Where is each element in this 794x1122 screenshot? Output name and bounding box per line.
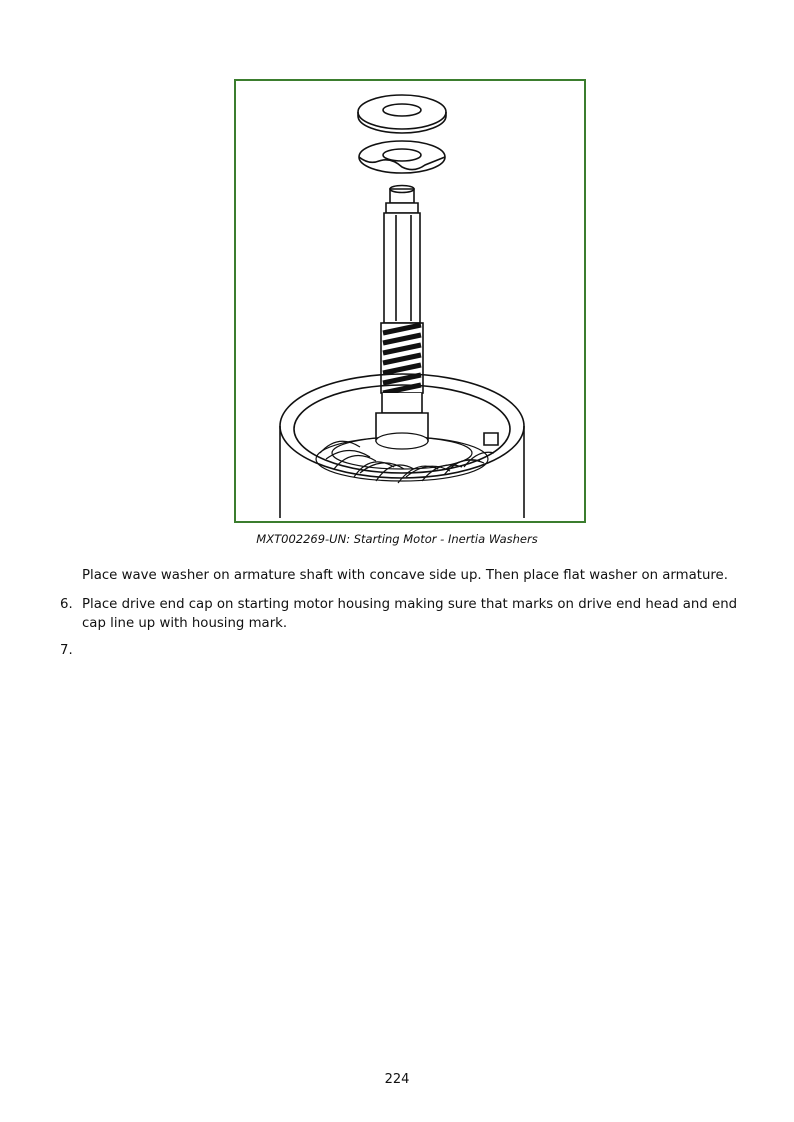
starting-motor-illustration [236,81,584,521]
page-number: 224 [384,1072,410,1087]
drive-spline [381,323,423,393]
wave-washer [359,141,445,173]
step-6-text: Place drive end cap on starting motor housing making sure that marks on drive end head and end cap line up with housing mark. [82,597,738,631]
step-7-number: 7. [60,643,73,658]
armature-windings [316,433,494,483]
step-6-number: 6. [60,597,73,612]
figure-caption: MXT002269-UN: Starting Motor - Inertia Washers [256,532,538,546]
armature-shaft [384,186,420,324]
figure-frame [234,79,586,523]
flat-washer [358,95,446,133]
wave-washer-instruction: Place wave washer on armature shaft with concave side up. Then place flat washer on armature. [82,568,728,583]
